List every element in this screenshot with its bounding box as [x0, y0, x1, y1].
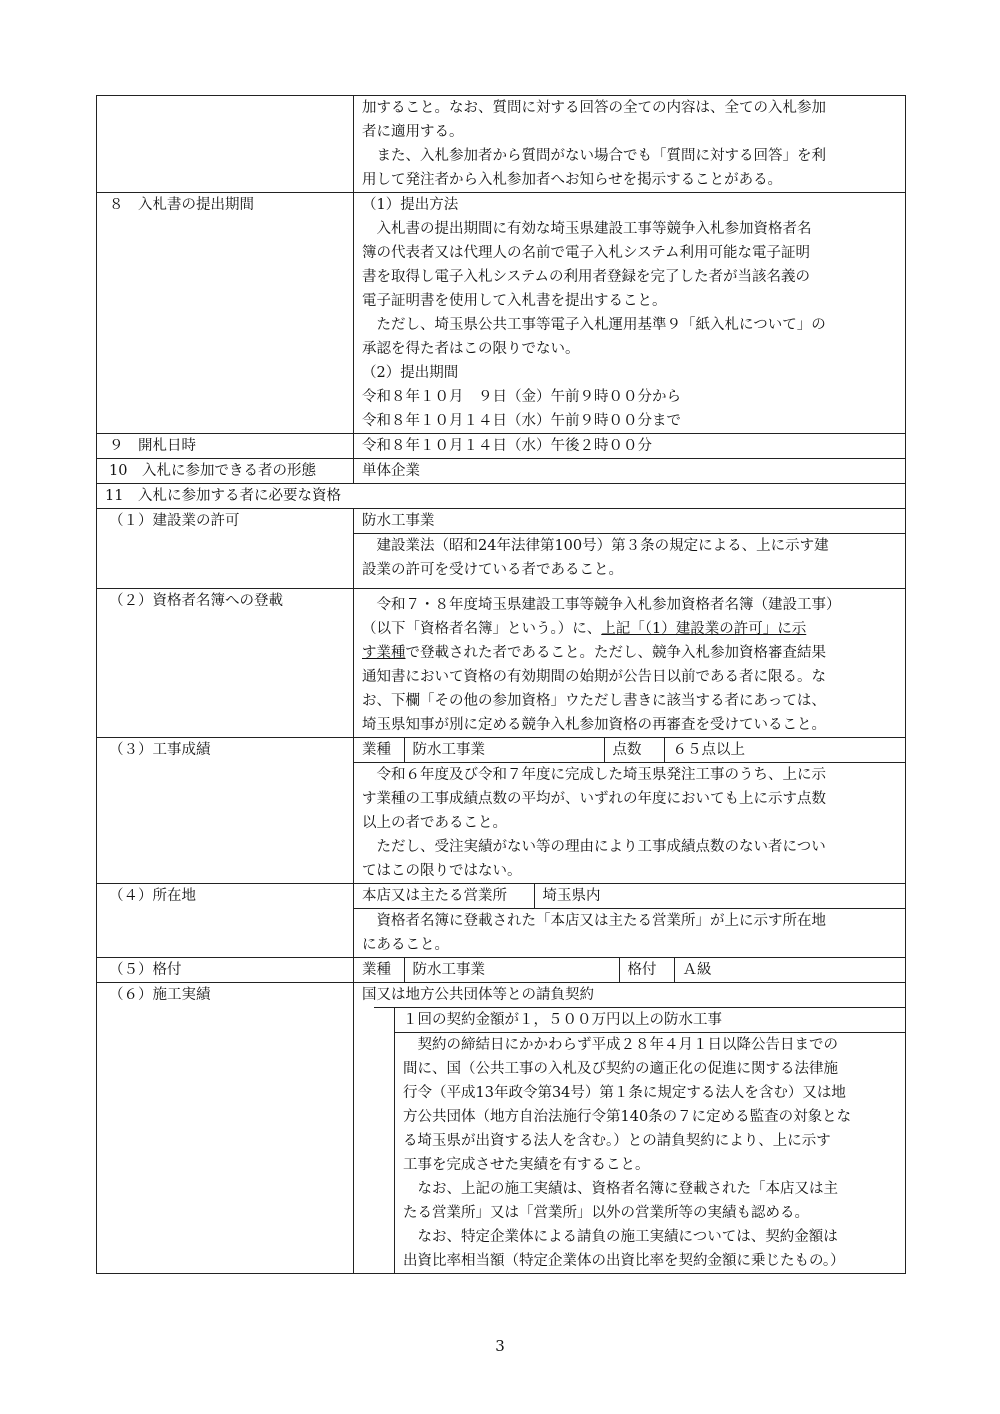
table-row — [97, 434, 906, 459]
table-row — [97, 193, 906, 434]
row8-line-6: ただし、埼玉県公共工事等電子入札運用基準９「紙入札について」の — [362, 317, 826, 333]
performance-line-5: てはこの限りではない。 — [362, 863, 522, 879]
table-row — [97, 589, 906, 738]
continuation-text — [354, 96, 905, 192]
row8-line-2: 入札書の提出期間に有効な埼玉県建設工事等競争入札参加資格者名 — [362, 221, 812, 237]
registration-line-6: 埼玉県知事が別に定める競争入札参加資格の再審査を受けていること。 — [362, 717, 826, 733]
construction-record-line-7: なお、上記の施工実績は、資格者名簿に登載された「本店又は主 — [403, 1181, 838, 1197]
continuation-line-1: 加すること。なお、質問に対する回答の全ての内容は、全ての入札参加 — [362, 100, 826, 116]
text-span: （以下「資格者名簿」という。）に、 — [362, 621, 602, 637]
q3-label: （３）工事成績 — [97, 738, 354, 884]
row9-label: ９ 開札日時 — [97, 434, 354, 459]
underlined-text: 上記「（1）建設業の許可」に示 — [601, 621, 807, 637]
location-line-2: にあること。 — [362, 937, 449, 953]
location-line-1: 資格者名簿に登載された「本店又は主たる営業所」が上に示す所在地 — [362, 913, 826, 929]
table-row — [97, 484, 906, 509]
construction-record-line-2: 間に、国（公共工事の入札及び契約の適正化の促進に関する法律施 — [403, 1061, 838, 1077]
performance-line-1: 令和６年度及び令和７年度に完成した埼玉県発注工事のうち、上に示 — [362, 767, 826, 783]
table-row — [97, 96, 906, 193]
text-line — [362, 617, 897, 641]
q5-label: （５）格付 — [97, 958, 354, 983]
construction-record-line-3: 行令（平成13年政令第34号）第１条に規定する法人を含む）又は地 — [403, 1085, 846, 1101]
row8-line-8: （2）提出期間 — [362, 365, 459, 381]
registration-line-1: 令和７・８年度埼玉県建設工事等競争入札参加資格者名簿（建設工事） — [362, 597, 841, 613]
score-key: 点数 — [604, 738, 664, 762]
permit-line-1: 建設業法（昭和24年法律第100号）第３条の規定による、上に示す建 — [362, 538, 829, 554]
row8-line-4: 書を取得し電子入札システムの利用者登録を完了した者が当該名義の — [362, 269, 811, 285]
registration-line-5: お、下欄「その他の参加資格」ウただし書きに該当する者にあっては、 — [362, 693, 826, 709]
q3-industry-key: 業種 — [362, 742, 391, 758]
contract-amount: １回の契約金額が１，５００万円以上の防水工事 — [394, 1008, 905, 1032]
row10-label: 10 入札に参加できる者の形態 — [97, 459, 354, 484]
continuation-line-3: また、入札参加者から質問がない場合でも「質問に対する回答」を利 — [362, 148, 826, 164]
construction-record-line-1: 契約の締結日にかかわらず平成２８年４月１日以降公告日までの — [403, 1037, 838, 1053]
text-line — [362, 641, 897, 665]
row8-label: ８ 入札書の提出期間 — [97, 193, 354, 434]
grade-key: 格付 — [619, 958, 674, 982]
registration-line-4: 通知書において資格の有効期間の始期が公告日以前である者に限る。な — [362, 669, 826, 685]
score-value: ６５点以上 — [664, 738, 905, 762]
page-number: 3 — [495, 1337, 505, 1355]
row8-line-10: 令和８年１０月１４日（水）午前９時００分まで — [362, 413, 681, 429]
construction-record-line-5: る埼玉県が出資する法人を含む。）との請負契約により、上に示す — [403, 1133, 831, 1149]
construction-record-line-6: 工事を完成させた実績を有すること。 — [403, 1157, 650, 1173]
performance-subtable — [354, 738, 905, 762]
row8-line-9: 令和８年１０月 ９日（金）午前９時００分から — [362, 389, 681, 405]
row8-line-1: （1）提出方法 — [362, 197, 459, 213]
q1-label: （１）建設業の許可 — [97, 509, 354, 589]
q5-industry-key: 業種 — [362, 962, 391, 978]
section-heading: 11 入札に参加する者に必要な資格 — [97, 484, 906, 509]
participant-form: 単体企業 — [362, 463, 420, 479]
performance-line-4: ただし、受注実績がない等の理由により工事成績点数のない者につい — [362, 839, 826, 855]
construction-record-line-10: 出資比率相当額（特定企業体の出資比率を契約金額に乗じたもの。） — [403, 1253, 845, 1269]
permit-text — [354, 533, 905, 588]
construction-record-line-9: なお、特定企業体による請負の施工実績については、契約金額は — [403, 1229, 838, 1245]
q2-label: （２）資格者名簿への登載 — [97, 589, 354, 738]
registration-text — [354, 589, 905, 737]
office-value: 埼玉県内 — [534, 884, 905, 908]
performance-line-2: す業種の工事成績点数の平均が、いずれの年度においても上に示す点数 — [362, 791, 826, 807]
continuation-line-2: 者に適用する。 — [362, 124, 464, 140]
grade-subtable — [354, 958, 905, 982]
table-row — [97, 509, 906, 589]
permit-type: 防水工事業 — [362, 513, 435, 529]
performance-text — [354, 762, 905, 883]
table-row — [97, 983, 906, 1274]
location-subtable — [354, 884, 905, 908]
continuation-line-4: 用して発注者から入札参加者へお知らせを掲示することがある。 — [362, 172, 783, 188]
q3-industry-value: 防水工事業 — [404, 738, 604, 762]
construction-record-line-8: たる営業所」又は「営業所」以外の営業所等の実績も認める。 — [403, 1205, 809, 1221]
table-row — [97, 884, 906, 958]
underlined-text: す業種 — [362, 645, 406, 661]
bid-submission-text — [354, 193, 905, 433]
row8-line-5: 電子証明書を使用して入札書を提出すること。 — [362, 293, 667, 309]
table-row — [97, 459, 906, 484]
text-span: で登載された者であること。ただし、競争入札参加資格審査結果 — [405, 645, 826, 661]
row8-line-3: 簿の代表者又は代理人の名前で電子入札システム利用可能な電子証明 — [362, 245, 811, 261]
construction-record-text — [394, 1032, 905, 1273]
office-key: 本店又は主たる営業所 — [362, 888, 507, 904]
contract-type: 国又は地方公共団体等との請負契約 — [362, 987, 594, 1003]
location-text — [354, 908, 905, 957]
table-row — [97, 738, 906, 884]
q6-label: （６）施工実績 — [97, 983, 354, 1274]
opening-datetime: 令和８年１０月１４日（水）午後２時００分 — [362, 438, 652, 454]
row8-line-7: 承認を得た者はこの限りでない。 — [362, 341, 580, 357]
table-row — [97, 958, 906, 983]
q4-label: （４）所在地 — [97, 884, 354, 958]
performance-line-3: 以上の者であること。 — [362, 815, 507, 831]
document-page — [96, 95, 905, 1274]
permit-line-2: 設業の許可を受けている者であること。 — [362, 562, 623, 578]
construction-record-line-4: 方公共団体（地方自治法施行令第140条の７に定める監査の対象とな — [403, 1109, 852, 1125]
grade-value: Ａ級 — [674, 958, 905, 982]
requirements-table — [96, 95, 906, 1274]
row-label-empty — [97, 96, 354, 193]
q5-industry-value: 防水工事業 — [404, 958, 619, 982]
